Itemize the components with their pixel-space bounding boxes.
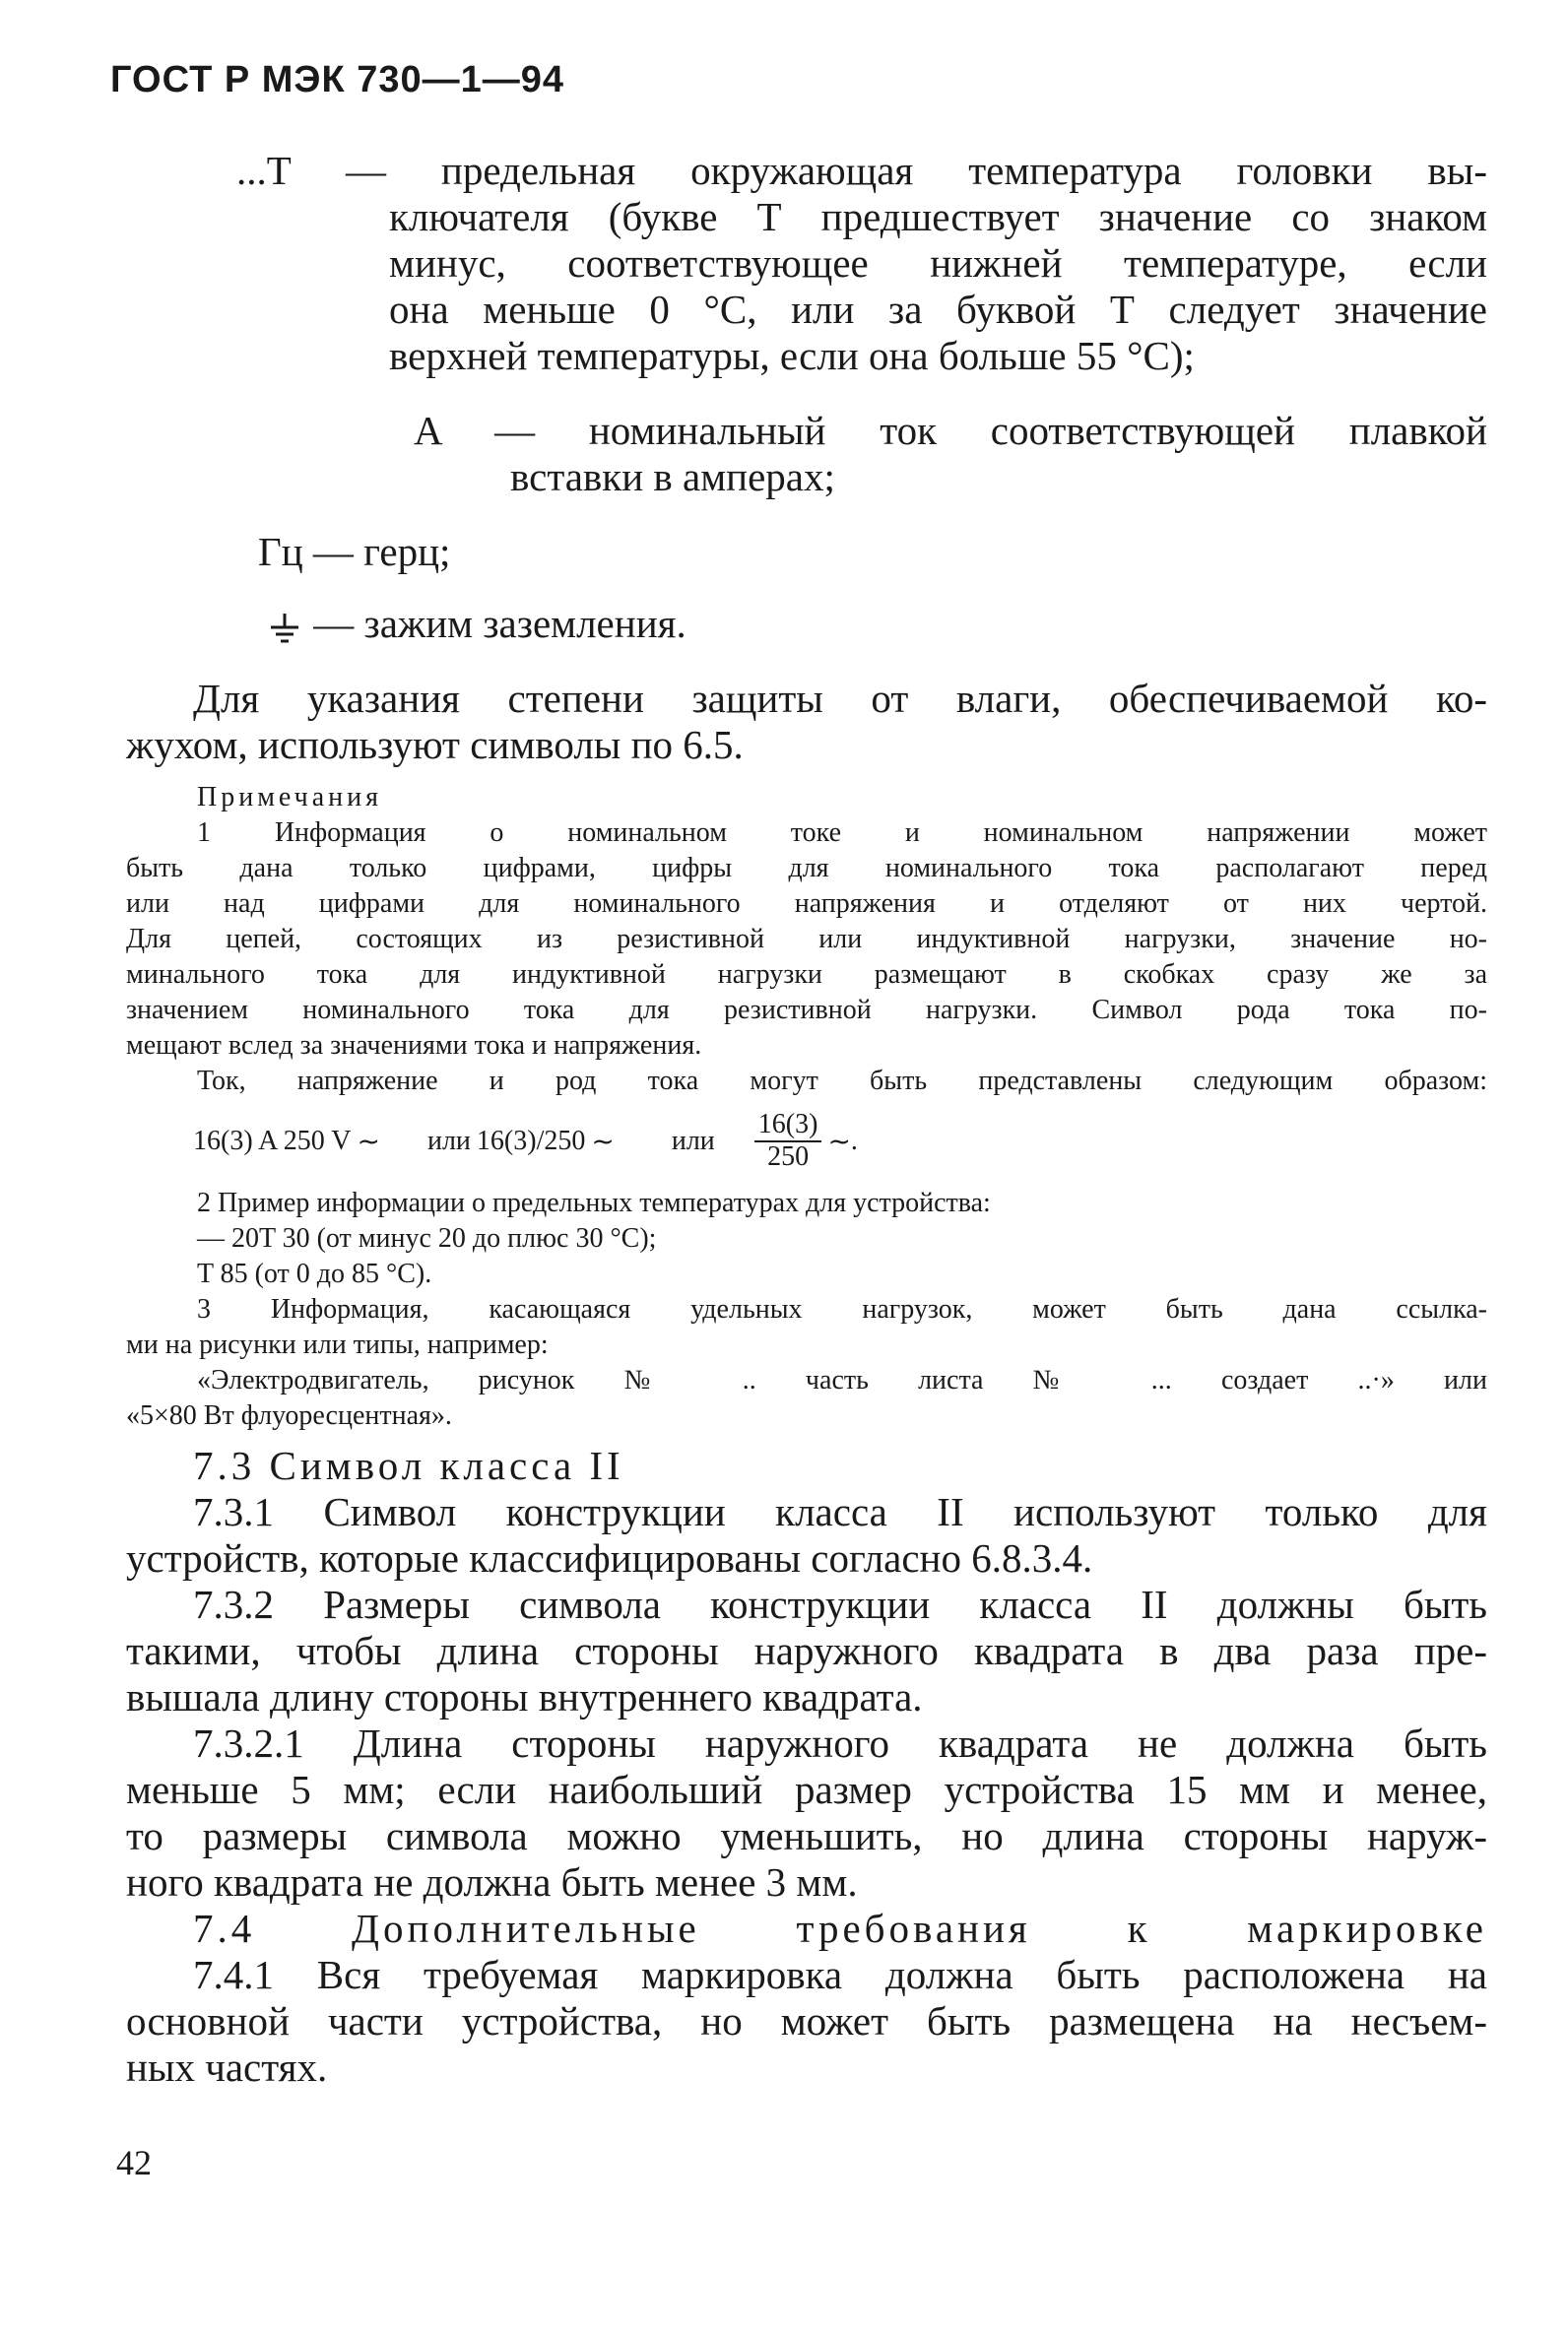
p732-line2: такими, чтобы длина стороны наружного квадрата в два раза пре- [126, 1628, 1487, 1673]
fraction-denominator: 250 [767, 1141, 810, 1172]
formula-b: 16(3)/250 [476, 1125, 586, 1156]
notes-title: Примечания [197, 782, 383, 812]
note1-line1: 1 Информация о номинальном токе и номинальном напряжении может [197, 817, 1487, 848]
note1-line4: Для цепей, состоящих из резистивной или индуктивной нагрузки, значение но- [126, 924, 1487, 954]
formula-tilde-c: ~ [827, 1124, 851, 1157]
section-7-3-title: 7.3 Символ класса II [193, 1443, 624, 1488]
note3-line3: «Электродвигатель, рисунок № .. часть листа № ... создает ..·» или [197, 1365, 1487, 1396]
formula-line [193, 1101, 858, 1180]
note2-line1: 2 Пример информации о предельных температурах для устройства: [197, 1188, 991, 1218]
p7321-line1: 7.3.2.1 Длина стороны наружного квадрата не должна быть [193, 1720, 1487, 1766]
section-7-4-title: 7.4 Дополнительные требования к маркировке [193, 1906, 1487, 1951]
document-header: ГОСТ Р МЭК 730—1—94 [110, 59, 565, 100]
legend-ground-row [266, 601, 686, 647]
legend-hz: Гц — герц; [258, 529, 451, 574]
note2-line2: — 20T 30 (от минус 20 до плюс 30 °С); [197, 1223, 657, 1254]
note3-line2: ми на рисунки или типы, например: [126, 1330, 549, 1360]
formula-or2: или [671, 1125, 715, 1156]
earth-ground-icon [266, 610, 303, 647]
para-protection-line2: жухом, используют символы по 6.5. [126, 722, 744, 767]
legend-t-line3: минус, соответствующее нижней температуре, если [389, 240, 1487, 286]
legend-t-line2: ключателя (букве Т предшествует значение со знаком [389, 194, 1487, 239]
note2-line3: T 85 (от 0 до 85 °С). [197, 1259, 432, 1289]
legend-t-line1: ...T — предельная окружающая температура головки вы- [236, 148, 1487, 193]
p732-line1: 7.3.2 Размеры символа конструкции класса II должны быть [193, 1582, 1487, 1627]
p741-line3: ных частях. [126, 2045, 328, 2090]
p741-line2: основной части устройства, но может быть размещена на несъем- [126, 1998, 1487, 2044]
legend-ground-text: — зажим заземления. [313, 601, 686, 646]
fraction-numerator: 16(3) [754, 1109, 822, 1142]
note1-tail: Ток, напряжение и род тока могут быть представлены следующим образом: [197, 1066, 1487, 1096]
formula-tilde-a: ~ [357, 1124, 380, 1157]
formula-fraction [754, 1109, 822, 1172]
p7321-line3: то размеры символа можно уменьшить, но длина стороны наруж- [126, 1813, 1487, 1858]
p741-line1: 7.4.1 Вся требуемая маркировка должна быть расположена на [193, 1952, 1487, 1997]
legend-a-line1: A — номинальный ток соответствующей плавкой [414, 408, 1487, 453]
formula-tilde-b: ~ [591, 1124, 615, 1157]
note3-line4: «5×80 Вт флуоресцентная». [126, 1400, 452, 1431]
note1-line2: быть дана только цифрами, цифры для номинального тока располагают перед [126, 853, 1487, 883]
legend-t-line5: верхней температуры, если она больше 55 °С); [389, 333, 1195, 378]
p732-line3: вышала длину стороны внутреннего квадрата. [126, 1674, 923, 1720]
legend-a-line2: вставки в амперах; [510, 454, 835, 499]
formula-or1: или [426, 1125, 471, 1156]
p731-line2: устройств, которые классифицированы согласно 6.8.3.4. [126, 1535, 1093, 1581]
formula-end: . [850, 1125, 858, 1156]
note1-line5: минального тока для индуктивной нагрузки размещают в скобках сразу же за [126, 959, 1487, 990]
note3-line1: 3 Информация, касающаяся удельных нагрузок, может быть дана ссылка- [197, 1294, 1487, 1325]
p731-line1: 7.3.1 Символ конструкции класса II используют только для [193, 1489, 1487, 1534]
page-number: 42 [116, 2143, 152, 2182]
legend-t-line4: она меньше 0 °С, или за буквой Т следует значение [389, 287, 1487, 332]
p7321-line4: ного квадрата не должна быть менее 3 мм. [126, 1859, 858, 1905]
note1-line6: значением номинального тока для резистивной нагрузки. Символ рода тока по- [126, 995, 1487, 1025]
p7321-line2: меньше 5 мм; если наибольший размер устройства 15 мм и менее, [126, 1767, 1487, 1812]
para-protection-line1: Для указания степени защиты от влаги, обеспечиваемой ко- [193, 676, 1487, 721]
note1-line3: или над цифрами для номинального напряжения и отделяют от них чертой. [126, 888, 1487, 919]
note1-line7: мещают вслед за значениями тока и напряжения. [126, 1030, 702, 1061]
formula-a: 16(3) A 250 V [193, 1125, 352, 1156]
